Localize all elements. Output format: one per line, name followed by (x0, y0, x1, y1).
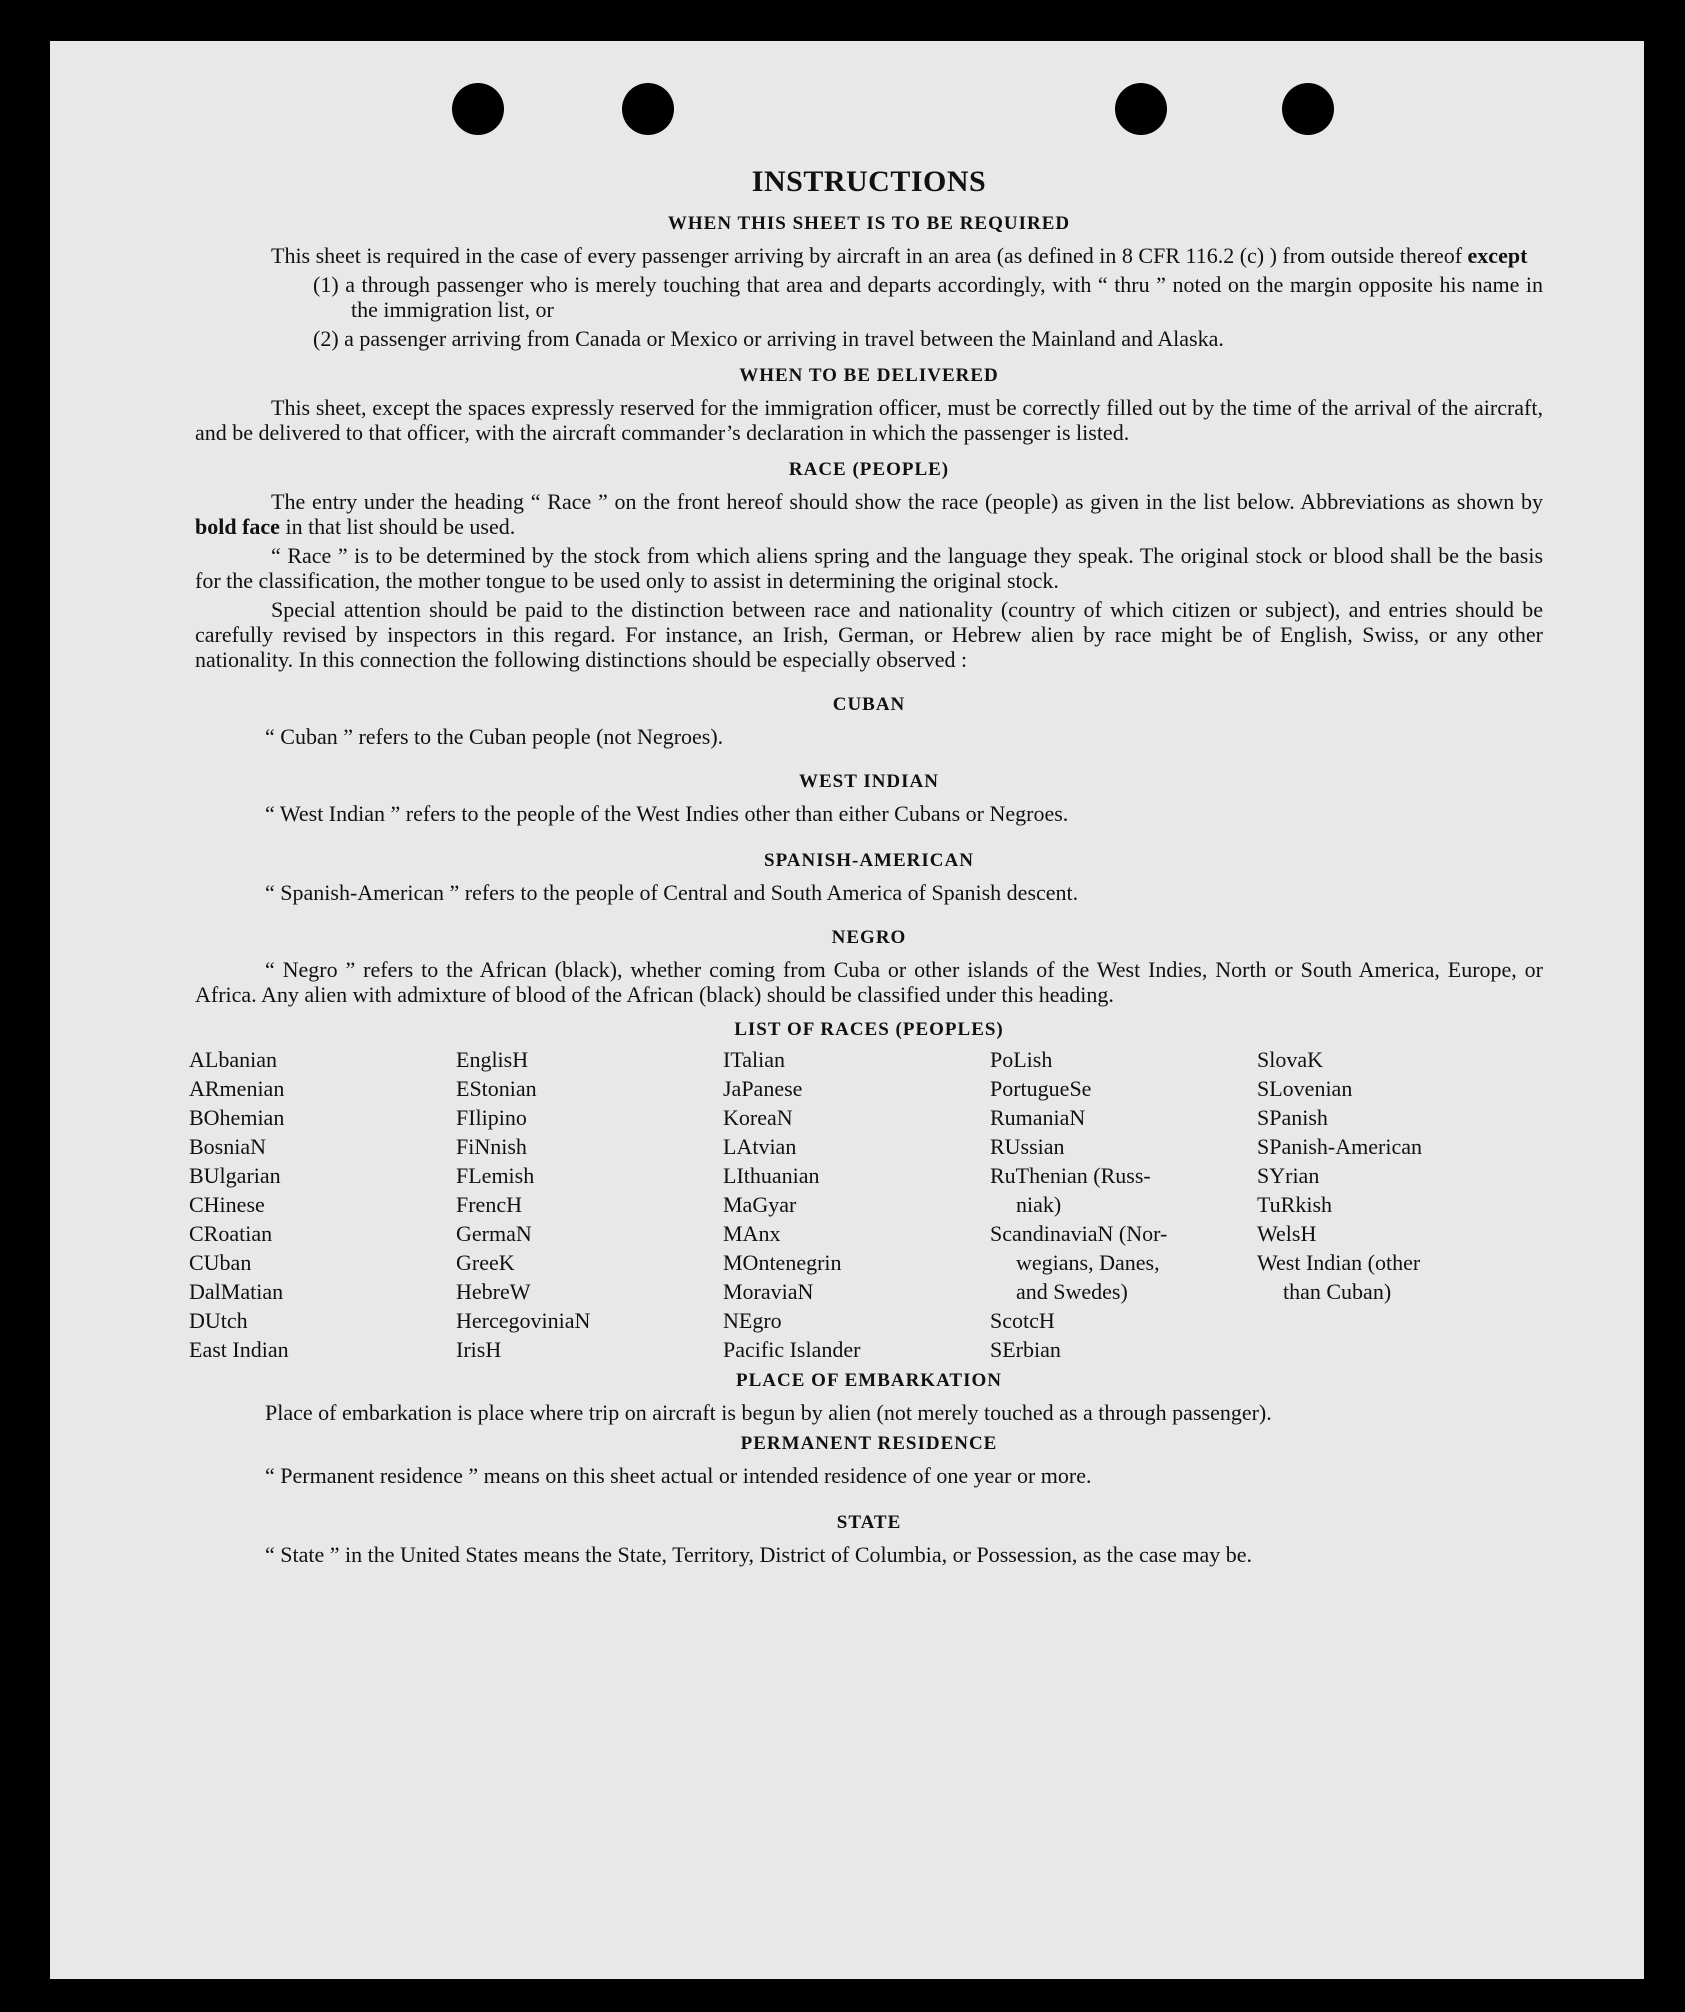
race-list-item: LIthuanian (723, 1163, 820, 1188)
punch-hole (622, 83, 674, 135)
race-list-item: and Swedes) (1016, 1279, 1128, 1304)
page-title: INSTRUCTIONS (751, 165, 987, 198)
heading-spanish-american: SPANISH-AMERICAN (764, 850, 974, 871)
race-list-item: CUban (189, 1250, 252, 1275)
punch-hole (1115, 83, 1167, 135)
paragraph-race-1: The entry under the heading “ Race ” on the front hereof should show the race (people) as given in the list below. Abbreviations as shown by bold face in that list should be used. (195, 489, 1543, 539)
heading-permanent-residence: PERMANENT RESIDENCE (740, 1433, 998, 1454)
races-column (189, 1045, 456, 1364)
race-list-item: RuThenian (Russ- (990, 1163, 1151, 1188)
race-list-item: KoreaN (723, 1105, 793, 1130)
heading-cuban: CUBAN (832, 694, 906, 715)
race-list-item: MAnx (723, 1221, 781, 1246)
race-list-item: SPanish (1257, 1105, 1328, 1130)
race-list-item: MaGyar (723, 1192, 797, 1217)
heading-negro: NEGRO (831, 927, 907, 948)
race-list-item: GreeK (456, 1250, 515, 1275)
race-list-item: FrencH (456, 1192, 522, 1217)
race-list-item: BUlgarian (189, 1163, 281, 1188)
race-list-item: EStonian (456, 1076, 537, 1101)
race-list-item: HebreW (456, 1279, 531, 1304)
race-list-item: FLemish (456, 1163, 535, 1188)
race-list-item: MoraviaN (723, 1279, 814, 1304)
heading-when-delivered: WHEN TO BE DELIVERED (739, 365, 999, 386)
race-list-item: BOhemian (189, 1105, 285, 1130)
race-list-item: FIlipino (456, 1105, 527, 1130)
race-list-item: NEgro (723, 1308, 782, 1333)
exception-item-1: (1) a through passenger who is merely touching that area and departs accordingly, with “ thru ” noted on the margin opposite his name in the immigration list, or (313, 272, 1543, 322)
race-list-item: WelsH (1257, 1221, 1317, 1246)
races-list (189, 1045, 1543, 1364)
paragraph-negro: “ Negro ” refers to the African (black), whether coming from Cuba or other islands of the West Indies, North or South America, Europe, or Africa. Any alien with admixture of blood of the African (black) should be classified under this heading. (195, 957, 1543, 1007)
race-list-item: SLovenian (1257, 1076, 1353, 1101)
race-list-item: CHinese (189, 1192, 265, 1217)
race-list-item: CRoatian (189, 1221, 273, 1246)
instructions-content (189, 165, 1543, 1567)
punch-hole (1282, 83, 1334, 135)
race-list-item: PortugueSe (990, 1076, 1092, 1101)
paragraph-west-indian: “ West Indian ” refers to the people of the West Indies other than either Cubans or Negroes. (265, 801, 1069, 826)
races-column (723, 1045, 990, 1364)
race-list-item: FiNnish (456, 1134, 527, 1159)
race-list-item: JaPanese (723, 1076, 803, 1101)
race-list-item: PoLish (990, 1047, 1053, 1072)
punch-hole (452, 83, 504, 135)
race-list-item: GermaN (456, 1221, 532, 1246)
race-list-item: EnglisH (456, 1047, 529, 1072)
races-column (1257, 1045, 1524, 1364)
heading-race: RACE (PEOPLE) (788, 459, 950, 480)
race-list-item: DalMatian (189, 1279, 284, 1304)
paragraph-race-3: Special attention should be paid to the distinction between race and nationality (country of which citizen or subject), and entries should be carefully revised by inspectors in this regard. For instance, an Irish, German, or Hebrew alien by race might be of English, Swiss, or any other nationality. In this connection the following distinctions should be especially observed : (195, 597, 1543, 672)
exception-item-2: (2) a passenger arriving from Canada or Mexico or arriving in travel between the Mainland and Alaska. (313, 326, 1224, 351)
race-list-item: SlovaK (1257, 1047, 1323, 1072)
race-list-item: SYrian (1257, 1163, 1320, 1188)
document-sheet (50, 41, 1644, 1979)
race-list-item: RUssian (990, 1134, 1065, 1159)
heading-list-of-races: LIST OF RACES (PEOPLES) (734, 1019, 1004, 1040)
race-list-item: SPanish-American (1257, 1134, 1422, 1159)
heading-when-required: WHEN THIS SHEET IS TO BE REQUIRED (667, 213, 1071, 234)
races-column (990, 1045, 1257, 1364)
race-list-item: ALbanian (189, 1047, 277, 1072)
race-list-item: TuRkish (1257, 1192, 1333, 1217)
paragraph-spanish-american: “ Spanish-American ” refers to the people of Central and South America of Spanish descent. (265, 880, 1079, 905)
race-list-item: MOntenegrin (723, 1250, 842, 1275)
race-list-item: ScotcH (990, 1308, 1055, 1333)
race-list-item: East Indian (189, 1337, 289, 1362)
race-list-item: West Indian (other (1257, 1250, 1421, 1275)
races-column (456, 1045, 723, 1364)
paragraph-when-delivered: This sheet, except the spaces expressly reserved for the immigration officer, must be correctly filled out by the time of the arrival of the aircraft, and be delivered to that officer, with the aircraft commander’s declaration in which the passenger is listed. (195, 395, 1543, 445)
paragraph-state: “ State ” in the United States means the State, Territory, District of Columbia, or Possession, as the case may be. (265, 1542, 1253, 1567)
race-list-item: niak) (1016, 1192, 1062, 1217)
heading-embarkation: PLACE OF EMBARKATION (736, 1370, 1002, 1391)
heading-west-indian: WEST INDIAN (799, 771, 939, 792)
paragraph-cuban: “ Cuban ” refers to the Cuban people (not Negroes). (265, 724, 724, 749)
heading-state: STATE (836, 1512, 902, 1533)
race-list-item: RumaniaN (990, 1105, 1086, 1130)
race-list-item: HercegoviniaN (456, 1308, 591, 1333)
race-list-item: LAtvian (723, 1134, 797, 1159)
race-list-item: SErbian (990, 1337, 1061, 1362)
race-list-item: Pacific Islander (723, 1337, 861, 1362)
race-list-item: ITalian (723, 1047, 785, 1072)
paragraph-when-required: This sheet is required in the case of every passenger arriving by aircraft in an area (as defined in 8 CFR 116.2 (c) ) from outside thereof except (271, 243, 1528, 268)
paragraph-race-2: “ Race ” is to be determined by the stock from which aliens spring and the language they speak. The original stock or blood shall be the basis for the classification, the mother tongue to be used only to assist in determining the original stock. (195, 543, 1543, 593)
race-list-item: IrisH (456, 1337, 502, 1362)
race-list-item: ARmenian (189, 1076, 285, 1101)
paragraph-permanent-residence: “ Permanent residence ” means on this sheet actual or intended residence of one year or more. (265, 1463, 1092, 1488)
race-list-item: DUtch (189, 1308, 248, 1333)
race-list-item: wegians, Danes, (1016, 1250, 1160, 1275)
race-list-item: ScandinaviaN (Nor- (990, 1221, 1168, 1246)
race-list-item: BosniaN (189, 1134, 266, 1159)
paragraph-embarkation: Place of embarkation is place where trip on aircraft is begun by alien (not merely touched as a through passenger). (265, 1400, 1272, 1425)
race-list-item: than Cuban) (1283, 1279, 1392, 1304)
